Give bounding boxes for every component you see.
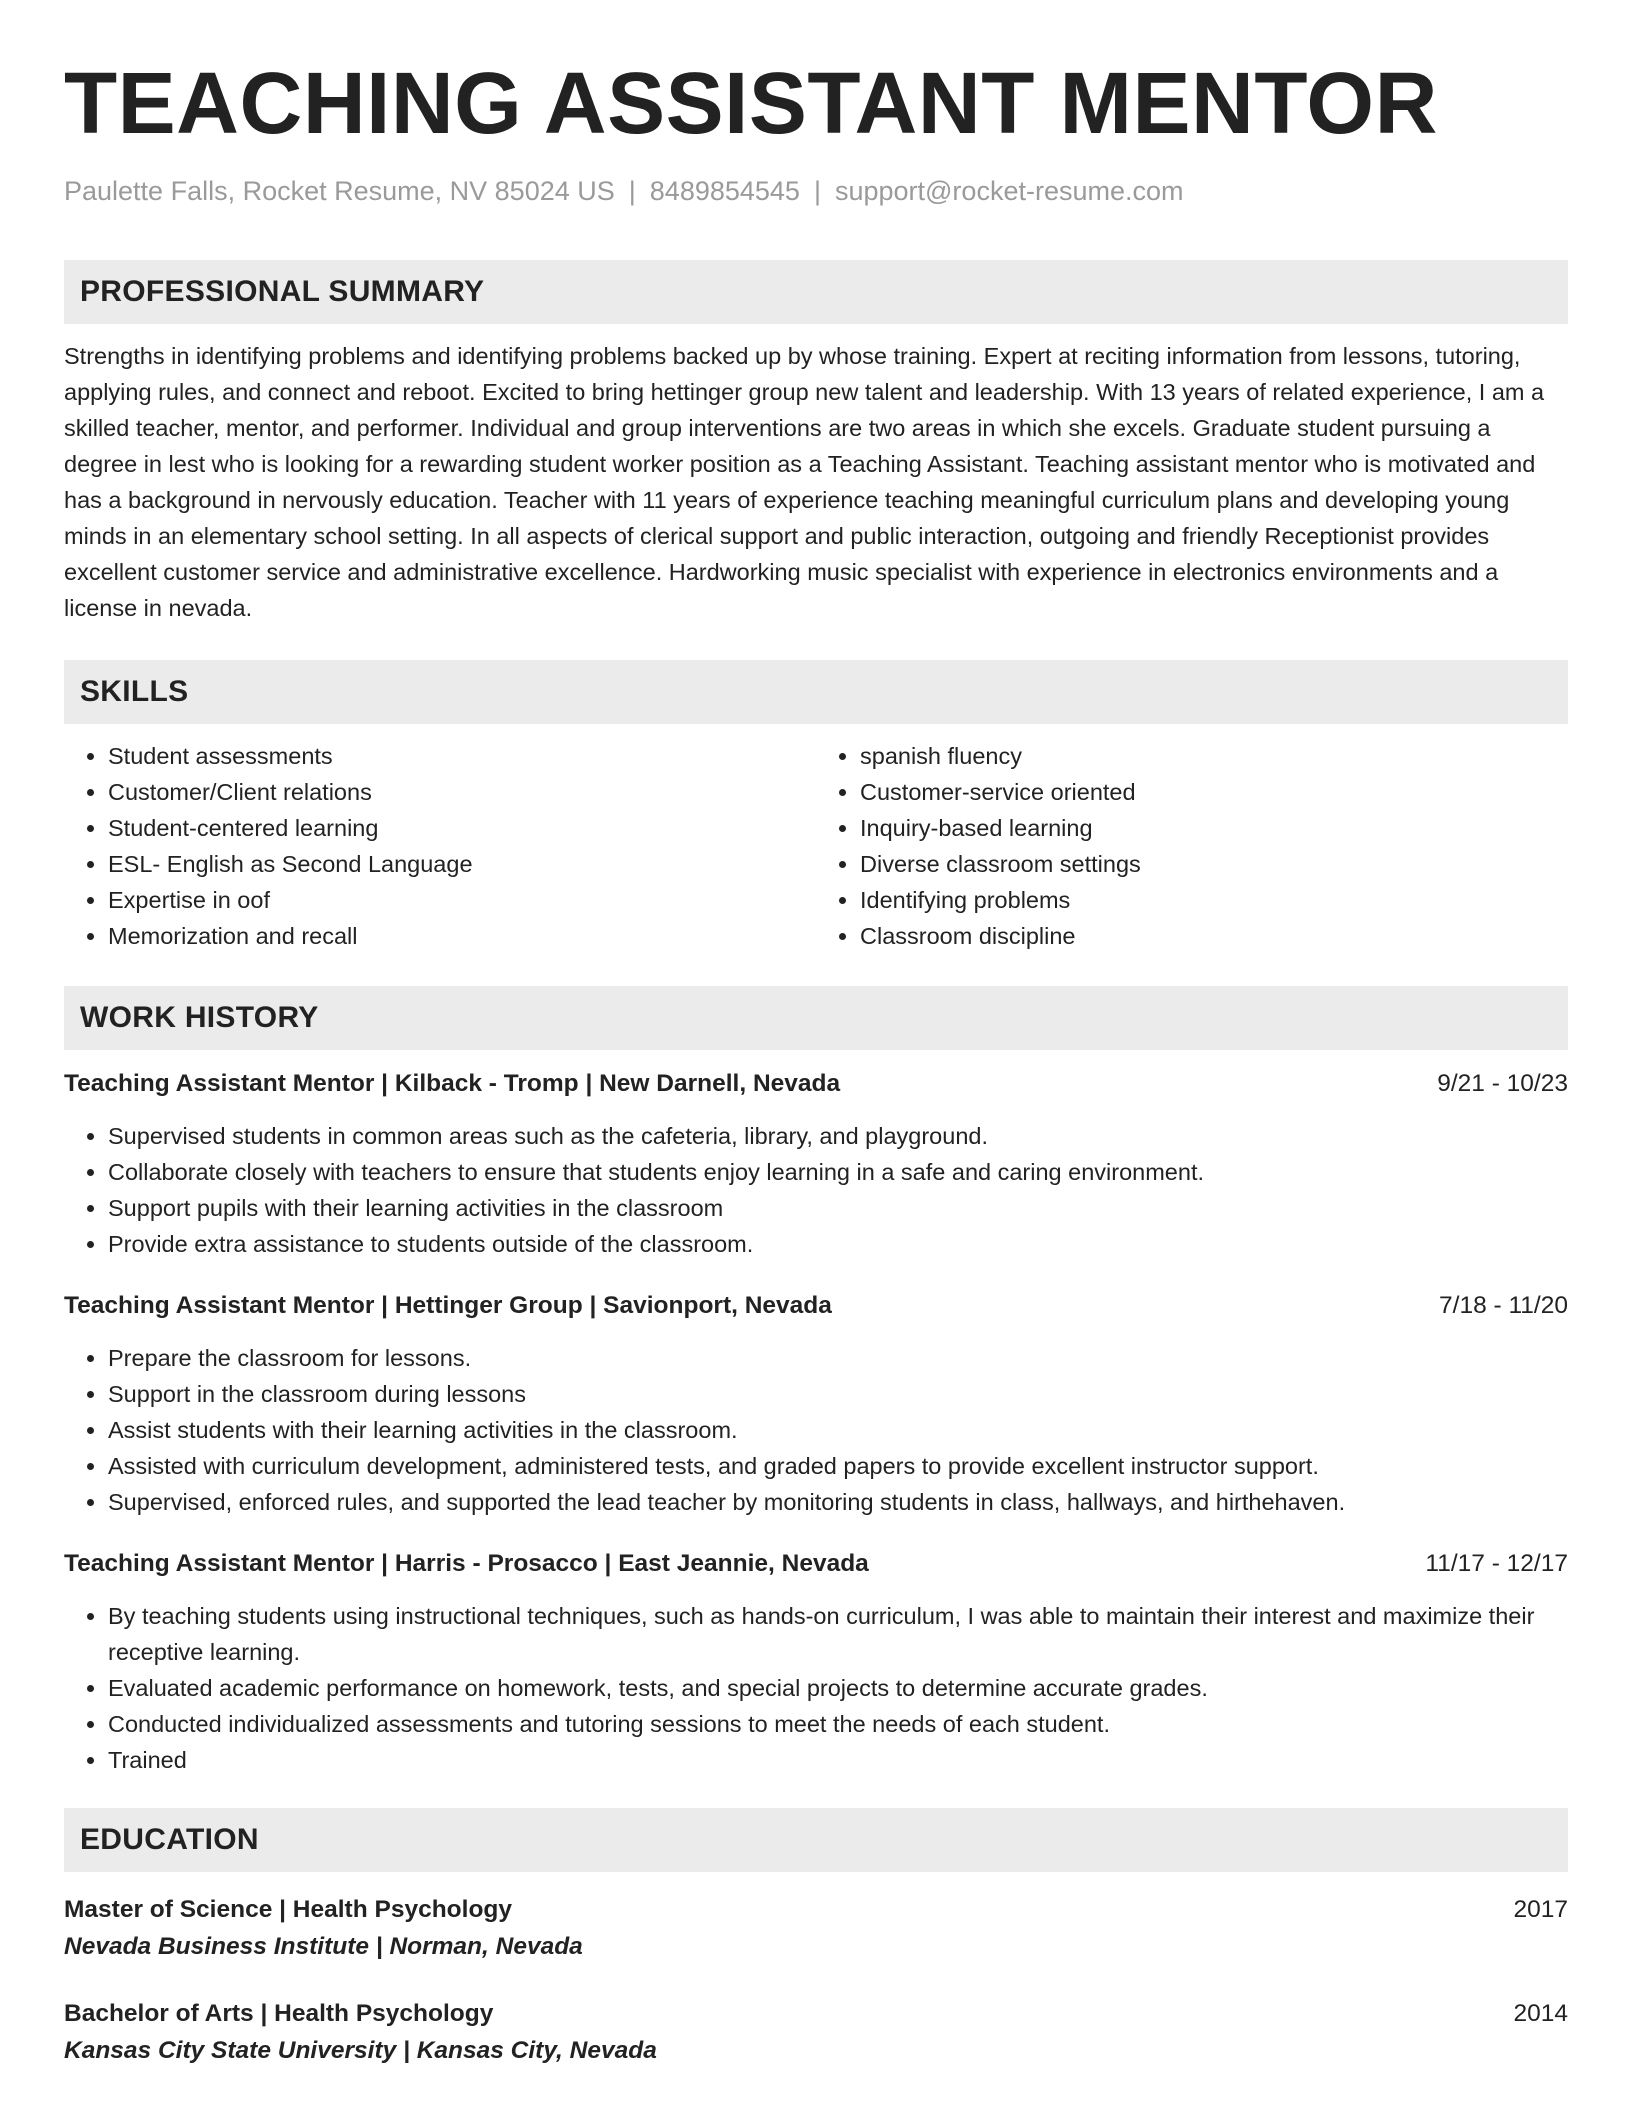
education-heading xyxy=(64,1892,1568,1928)
job-bullet: • Support in the classroom during lessons xyxy=(108,1376,1568,1412)
job-bullet: • Conducted individualized assessments and tutoring sessions to meet the needs of each student. xyxy=(108,1706,1568,1742)
skills-column-right xyxy=(816,738,1568,954)
section-header-summary: PROFESSIONAL SUMMARY xyxy=(64,260,1568,324)
education-heading xyxy=(64,1996,1568,2032)
job-dates: 9/21 - 10/23 xyxy=(1437,1070,1568,1097)
job-heading xyxy=(64,1066,1568,1102)
skill-item: • Diverse classroom settings xyxy=(860,846,1568,882)
resume-page xyxy=(64,0,1568,2070)
contact-separator: | xyxy=(628,176,636,206)
education-year: 2017 xyxy=(1513,1896,1568,1923)
skill-item: • Student assessments xyxy=(108,738,816,774)
skill-item: • ESL- English as Second Language xyxy=(108,846,816,882)
education-entry xyxy=(64,1892,1568,1966)
education-degree: Master of Science | Health Psychology xyxy=(64,1896,512,1923)
job-bullet: • Collaborate closely with teachers to ensure that students enjoy learning in a safe and caring environment. xyxy=(108,1154,1568,1190)
skill-item: • Customer-service oriented xyxy=(860,774,1568,810)
skill-item: • Customer/Client relations xyxy=(108,774,816,810)
skill-item: • spanish fluency xyxy=(860,738,1568,774)
education-school: Nevada Business Institute | Norman, Nevada xyxy=(64,1933,583,1960)
job-heading xyxy=(64,1546,1568,1582)
skill-item: • Classroom discipline xyxy=(860,918,1568,954)
skill-item: • Memorization and recall xyxy=(108,918,816,954)
job-dates: 11/17 - 12/17 xyxy=(1425,1550,1568,1577)
job-entry xyxy=(64,1066,1568,1262)
job-title: Teaching Assistant Mentor | Kilback - Tromp | New Darnell, Nevada xyxy=(64,1070,841,1097)
section-header-work-history: WORK HISTORY xyxy=(64,986,1568,1050)
job-bullet: • Supervised students in common areas such as the cafeteria, library, and playground. xyxy=(108,1118,1568,1154)
skills-list xyxy=(64,738,1568,954)
resume-title: TEACHING ASSISTANT MENTOR xyxy=(64,55,1438,152)
skill-item: • Inquiry-based learning xyxy=(860,810,1568,846)
job-bullet: • Support pupils with their learning activities in the classroom xyxy=(108,1190,1568,1226)
job-title: Teaching Assistant Mentor | Harris - Prosacco | East Jeannie, Nevada xyxy=(64,1550,869,1577)
job-bullet: • Prepare the classroom for lessons. xyxy=(108,1340,1568,1376)
summary-text: Strengths in identifying problems and identifying problems backed up by whose training. Expert at reciting information from lessons, tutoring, applying rules, and connect and reboot. Excited to bring hettinger group new talent and leadership. With 13 years of related experience, I am a skilled teacher, mentor, and performer. Individual and group interventions are two areas in which she excels. Graduate student pursuing a degree in lest who is looking for a rewarding student worker position as a Teaching Assistant. Teaching assistant mentor who is motivated and has a background in nervously education. Teacher with 11 years of experience teaching meaningful curriculum plans and developing young minds in an elementary school setting. In all aspects of clerical support and public interaction, outgoing and friendly Receptionist provides excellent customer service and administrative excellence. Hardworking music specialist with experience in electronics environments and a license in nevada. xyxy=(64,343,1545,621)
contact-phone: 8489854545 xyxy=(649,176,800,206)
job-bullet: • Evaluated academic performance on homework, tests, and special projects to determine accurate grades. xyxy=(108,1670,1568,1706)
job-bullet: • By teaching students using instructional techniques, such as hands-on curriculum, I was able to maintain their interest and maximize their receptive learning. xyxy=(108,1598,1568,1670)
section-header-education: EDUCATION xyxy=(64,1808,1568,1872)
skill-item: • Expertise in oof xyxy=(108,882,816,918)
skills-column-left xyxy=(64,738,816,954)
job-bullet: • Supervised, enforced rules, and supported the lead teacher by monitoring students in class, hallways, and hirthehaven. xyxy=(108,1484,1568,1520)
education-year: 2014 xyxy=(1513,2000,1568,2027)
job-heading xyxy=(64,1288,1568,1324)
skill-item: • Student-centered learning xyxy=(108,810,816,846)
education-degree: Bachelor of Arts | Health Psychology xyxy=(64,2000,494,2027)
job-bullet: • Assist students with their learning activities in the classroom. xyxy=(108,1412,1568,1448)
job-bullets xyxy=(64,1118,1568,1262)
contact-separator: | xyxy=(813,176,821,206)
job-dates: 7/18 - 11/20 xyxy=(1439,1292,1568,1319)
section-header-skills: SKILLS xyxy=(64,660,1568,724)
contact-address: Paulette Falls, Rocket Resume, NV 85024 US xyxy=(64,176,615,206)
job-bullets xyxy=(64,1340,1568,1520)
job-bullet: • Assisted with curriculum development, administered tests, and graded papers to provide excellent instructor support. xyxy=(108,1448,1568,1484)
job-bullet: • Provide extra assistance to students outside of the classroom. xyxy=(108,1226,1568,1262)
education-entry xyxy=(64,1996,1568,2070)
education-school: Kansas City State University | Kansas City, Nevada xyxy=(64,2037,657,2064)
contact-email: support@rocket-resume.com xyxy=(834,176,1184,206)
job-entry xyxy=(64,1288,1568,1520)
job-bullets xyxy=(64,1598,1568,1778)
job-title: Teaching Assistant Mentor | Hettinger Group | Savionport, Nevada xyxy=(64,1292,832,1319)
contact-line xyxy=(64,174,1568,208)
skill-item: • Identifying problems xyxy=(860,882,1568,918)
job-bullet: • Trained xyxy=(108,1742,1568,1778)
job-entry xyxy=(64,1546,1568,1778)
